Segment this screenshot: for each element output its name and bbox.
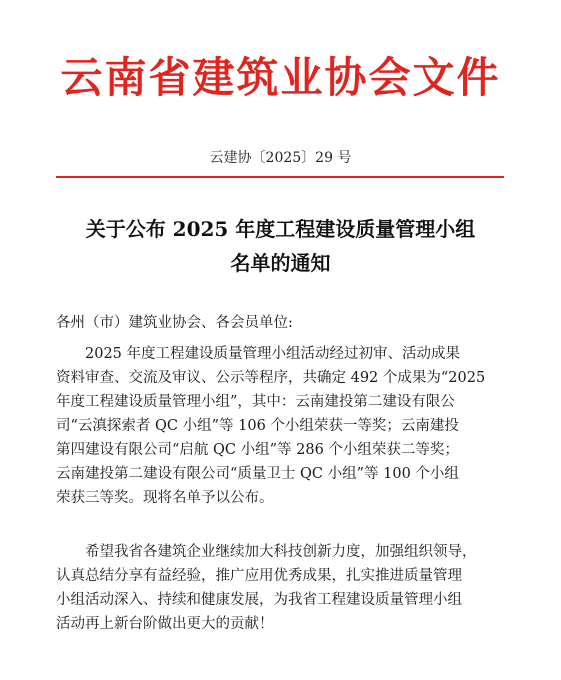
paragraph-line: 年度工程建设质量管理小组”，其中：云南建投第二建设有限公 bbox=[56, 394, 455, 410]
notice-title-line: 关于公布 2025 年度工程建设质量管理小组 bbox=[85, 217, 476, 241]
red-divider-line bbox=[56, 176, 504, 178]
org-header-title: 云南省建筑业协会文件 bbox=[60, 53, 501, 102]
body-paragraph bbox=[56, 342, 508, 510]
paragraph-line: 司“云滇探索者 QC 小组”等 106 个小组荣获一等奖；云南建投 bbox=[56, 418, 459, 434]
paragraph-line: 小组活动深入、持续和健康发展，为我省工程建设质量管理小组 bbox=[56, 592, 462, 608]
salutation: 各州（市）建筑业协会、各会员单位: bbox=[56, 315, 293, 331]
paragraph-line: 资料审查、交流及审议、公示等程序，共确定 492 个成果为“2025 bbox=[56, 370, 486, 386]
document-number: 云建协〔2025〕29 号 bbox=[209, 150, 352, 166]
paragraph-line: 2025 年度工程建设质量管理小组活动经过初审、活动成果 bbox=[85, 346, 461, 362]
notice-title-line: 名单的通知 bbox=[230, 251, 331, 275]
paragraph-line: 认真总结分享有益经验，推广应用优秀成果，扎实推进质量管理 bbox=[56, 568, 462, 584]
notice-title bbox=[0, 212, 561, 280]
paragraph-line: 云南建投第二建设有限公司“质量卫士 QC 小组”等 100 个小组 bbox=[56, 466, 459, 482]
paragraph-line: 荣获三等奖。现将名单予以公布。 bbox=[56, 490, 274, 506]
body-paragraph bbox=[56, 540, 508, 636]
paragraph-line: 希望我省各建筑企业继续加大科技创新力度，加强组织领导， bbox=[85, 544, 477, 560]
paragraph-line: 活动再上新台阶做出更大的贡献！ bbox=[56, 616, 274, 632]
paragraph-line: 第四建设有限公司“启航 QC 小组”等 286 个小组荣获二等奖； bbox=[56, 442, 459, 458]
